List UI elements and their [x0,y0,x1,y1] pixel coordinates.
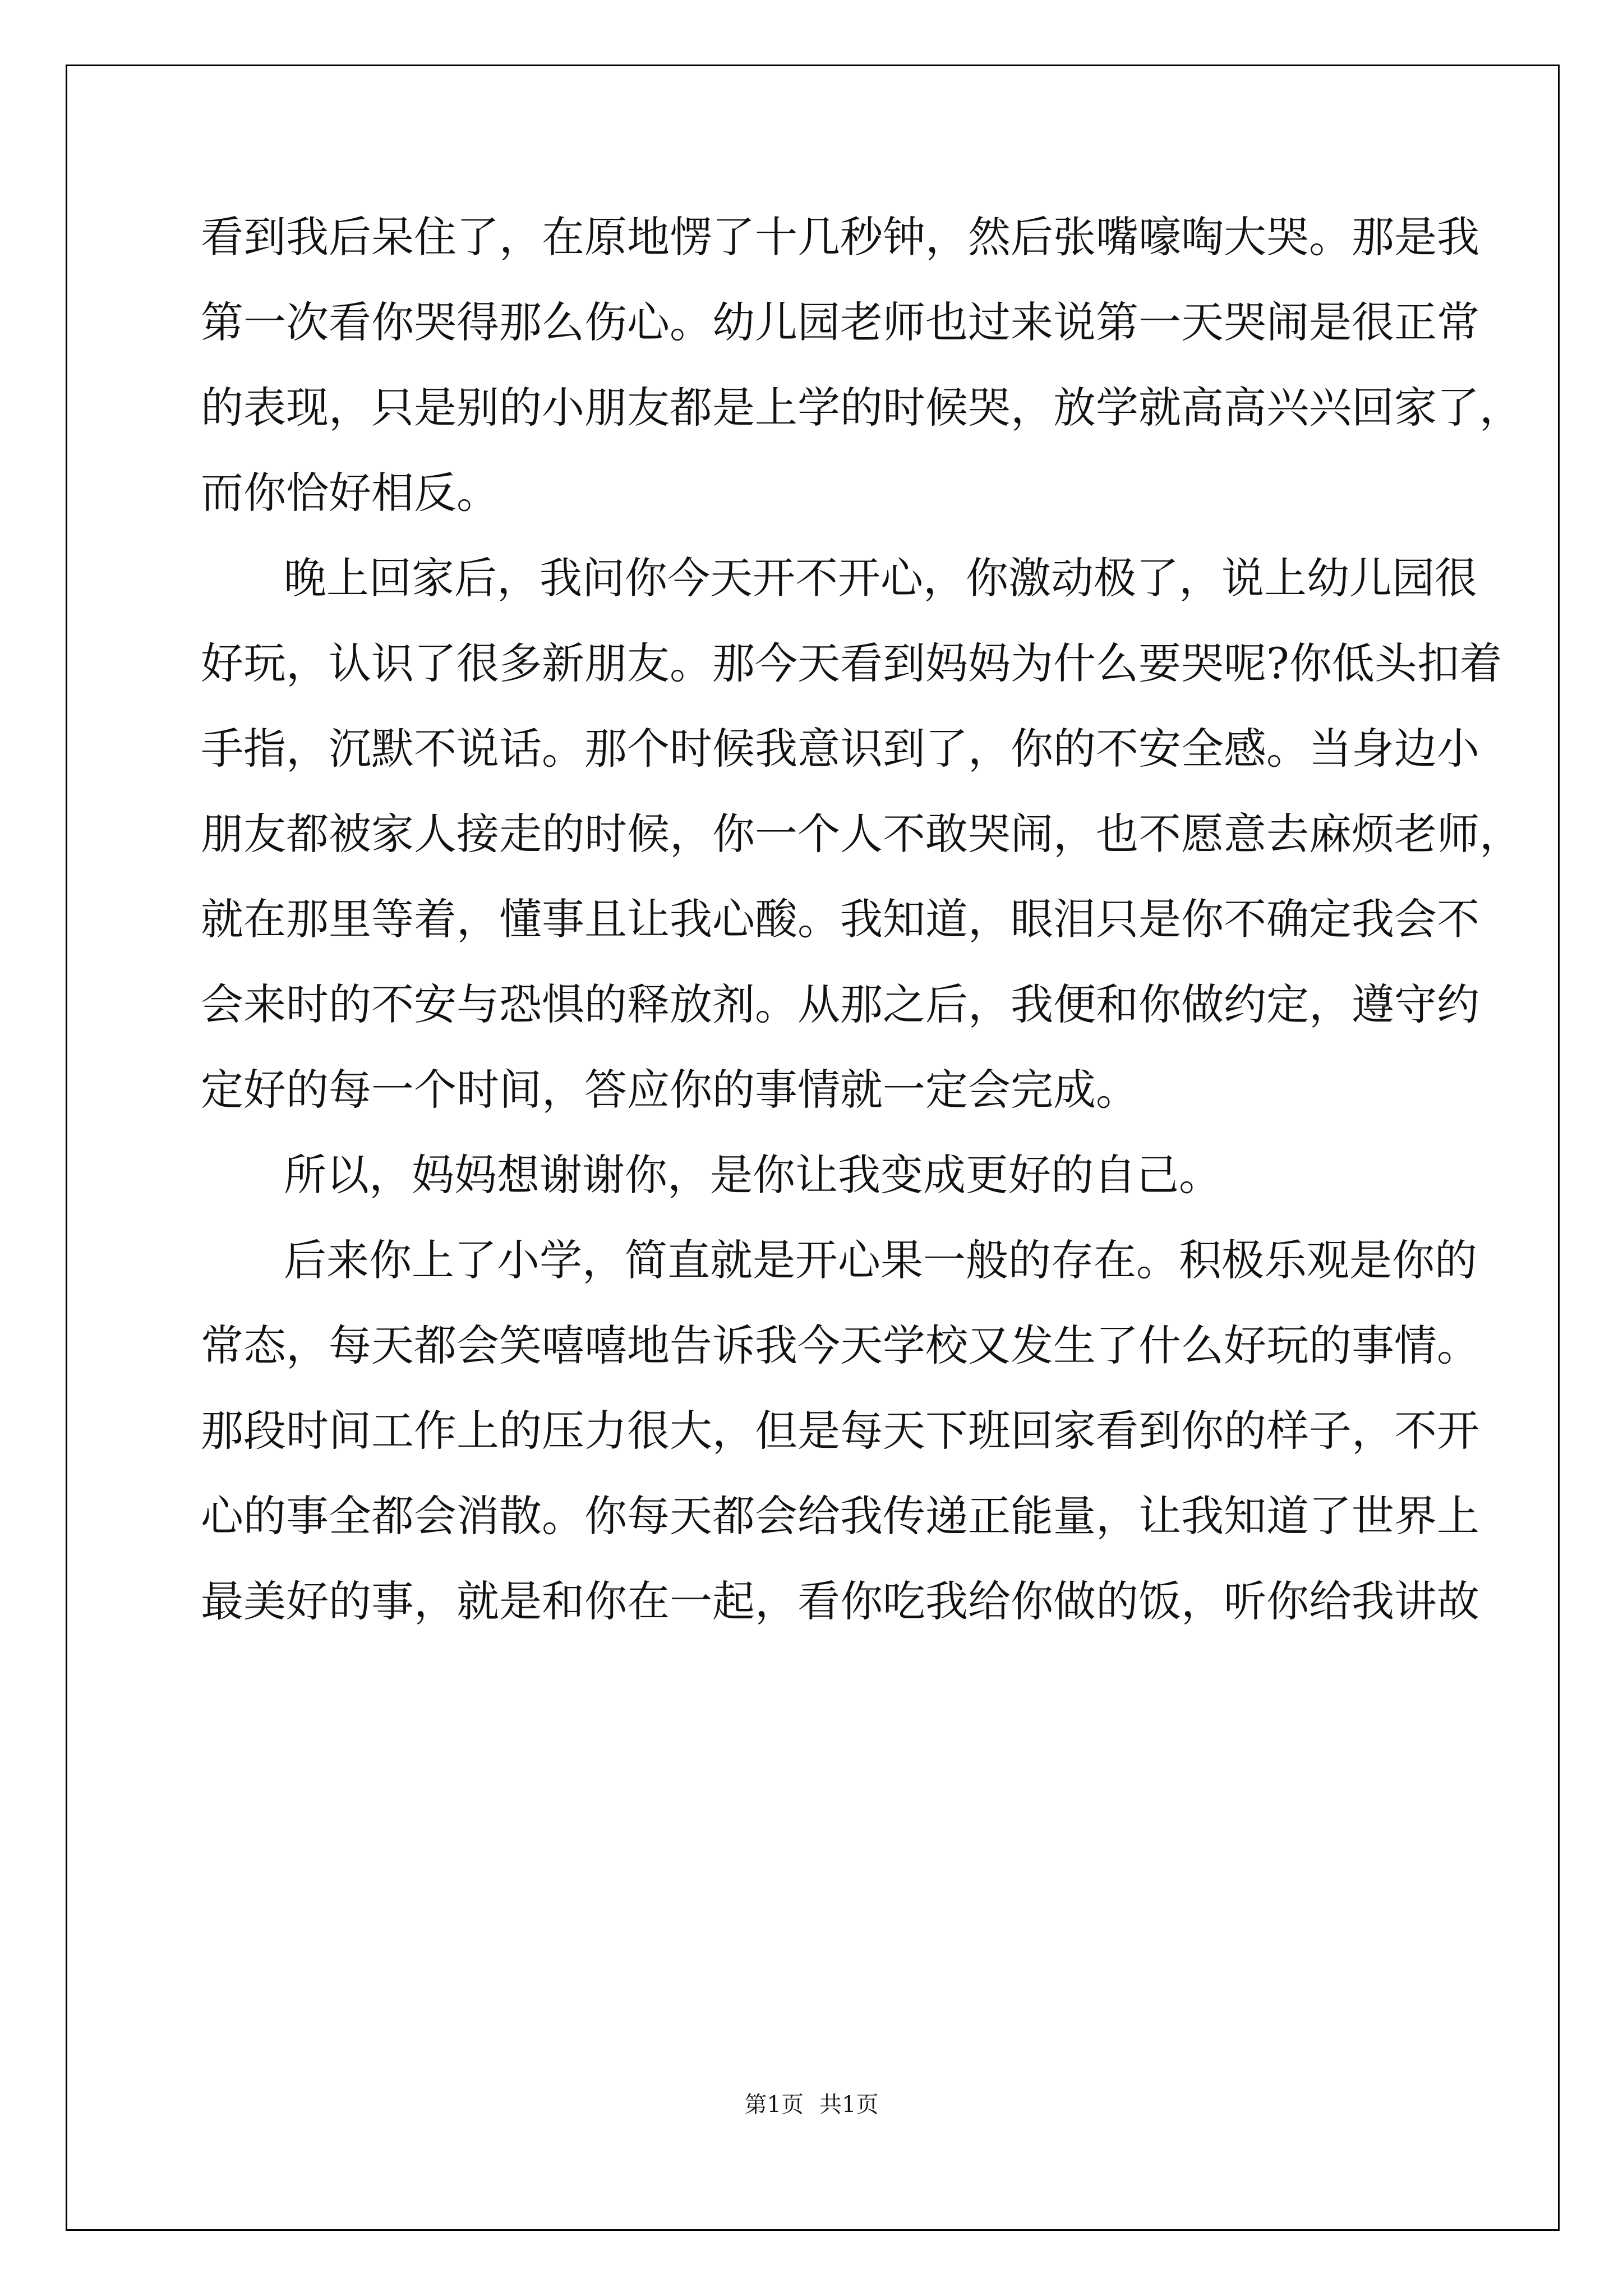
text-line: 第一次看你哭得那么伤心。幼儿园老师也过来说第一天哭闹是很正常 [201,297,1479,347]
text-line: 手指，沉默不说话。那个时候我意识到了，你的不安全感。当身边小 [201,724,1479,774]
text-line: 定好的每一个时间，答应你的事情就一定会完成。 [201,1065,1138,1115]
text-line: 看到我后呆住了，在原地愣了十几秒钟，然后张嘴嚎啕大哭。那是我 [201,212,1479,262]
page-number: 第1页 [744,2092,804,2118]
text-line: 而你恰好相反。 [201,468,499,518]
text-line: 常态，每天都会笑嘻嘻地告诉我今天学校又发生了什么好玩的事情。 [201,1320,1479,1370]
page-footer [0,2087,1623,2119]
page-total: 共1页 [819,2092,879,2118]
text-line: 会来时的不安与恐惧的释放剂。从那之后，我便和你做约定，遵守约 [201,979,1479,1029]
text-line: 好玩，认识了很多新朋友。那今天看到妈妈为什么要哭呢?你低头扣着 [201,638,1502,688]
text-line: 最美好的事，就是和你在一起，看你吃我给你做的饭，听你给我讲故 [201,1576,1479,1626]
text-line: 后来你上了小学，简直就是开心果一般的存在。积极乐观是你的 [284,1235,1477,1285]
text-line: 所以，妈妈想谢谢你，是你让我变成更好的自己。 [284,1150,1221,1200]
text-line: 的表现，只是别的小朋友都是上学的时候哭，放学就高高兴兴回家了， [201,383,1522,432]
text-line: 那段时间工作上的压力很大，但是每天下班回家看到你的样子，不开 [201,1406,1479,1456]
text-line: 就在那里等着，懂事且让我心酸。我知道，眼泪只是你不确定我会不 [201,894,1479,944]
text-line: 朋友都被家人接走的时候，你一个人不敢哭闹，也不愿意去麻烦老师， [201,809,1522,859]
text-line: 晚上回家后，我问你今天开不开心，你激动极了，说上幼儿园很 [284,553,1477,603]
text-line: 心的事全都会消散。你每天都会给我传递正能量，让我知道了世界上 [201,1491,1479,1541]
